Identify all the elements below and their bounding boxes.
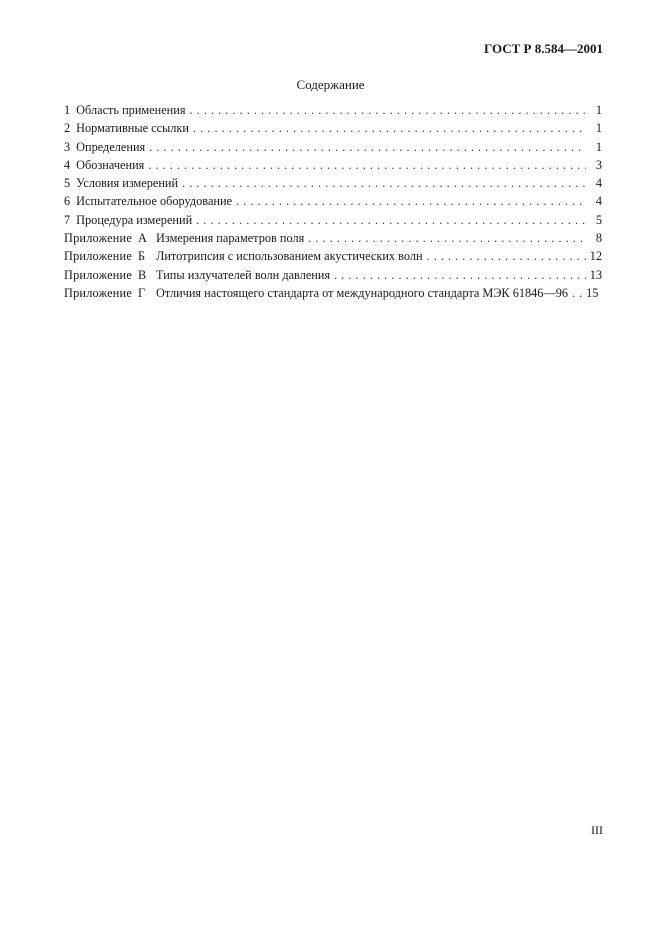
toc-entry-section-6[interactable] <box>64 194 602 212</box>
appendix-prefix: Приложение <box>64 285 132 300</box>
toc-entry-section-3[interactable] <box>64 140 602 158</box>
section-label: Условия измерений <box>76 176 179 191</box>
dot-leader <box>193 121 586 136</box>
section-number: 4 <box>64 157 71 172</box>
page-number: 1 <box>595 139 602 154</box>
appendix-prefix: Приложение <box>64 267 132 282</box>
dot-leader <box>236 194 586 209</box>
dot-leader <box>427 249 586 264</box>
toc-entry-section-7[interactable] <box>64 213 602 231</box>
toc-entry-appendix-a[interactable] <box>64 231 602 249</box>
toc-entry-section-5[interactable] <box>64 176 602 194</box>
section-label: Обозначения <box>76 157 145 172</box>
section-label: Испытательное оборудование <box>76 194 233 209</box>
section-number: 7 <box>64 212 71 227</box>
page-number: 4 <box>595 194 602 209</box>
page-number: 1 <box>595 103 602 117</box>
appendix-letter: В <box>138 267 147 282</box>
toc-entry-section-1[interactable] <box>64 103 602 121</box>
dot-leader <box>334 268 586 283</box>
section-number: 1 <box>64 103 71 117</box>
dot-leader <box>182 176 586 191</box>
dot-leader <box>149 140 586 155</box>
toc-entry-section-2[interactable] <box>64 121 602 139</box>
section-label: Определения <box>76 139 146 154</box>
page-number: 15 <box>586 285 599 300</box>
table-of-contents <box>64 103 602 304</box>
appendix-letter: Г <box>138 285 146 300</box>
appendix-label: Типы излучателей волн давления <box>156 267 331 282</box>
appendix-prefix: Приложение <box>64 231 132 246</box>
page-number-footer: III <box>591 823 603 837</box>
toc-entry-appendix-b[interactable] <box>64 249 602 267</box>
appendix-label: Измерения параметров поля <box>156 231 305 246</box>
appendix-letter: А <box>138 231 147 246</box>
dot-leader <box>308 231 586 246</box>
dot-leader <box>148 158 586 173</box>
appendix-label: Отличия настоящего стандарта от международного стандарта МЭК 61846—96 <box>156 285 569 300</box>
appendix-label: Литотрипсия с использованием акустических волн <box>156 249 423 264</box>
page-number: 3 <box>595 157 602 172</box>
section-label: Область применения <box>76 103 186 117</box>
page-number: 4 <box>595 176 602 191</box>
toc-entry-section-4[interactable] <box>64 158 602 176</box>
toc-entry-appendix-g[interactable] <box>64 286 602 304</box>
dot-leader <box>190 103 586 118</box>
section-number: 3 <box>64 139 71 154</box>
page-number: 5 <box>595 212 602 227</box>
section-number: 6 <box>64 194 71 209</box>
page-number: 8 <box>595 231 602 246</box>
page-number: 1 <box>595 121 602 136</box>
appendix-letter: Б <box>138 249 146 264</box>
dot-leader <box>572 286 582 301</box>
section-label: Нормативные ссылки <box>76 121 189 136</box>
section-number: 2 <box>64 121 71 136</box>
document-id: ГОСТ Р 8.584—2001 <box>484 41 603 56</box>
page-number: 13 <box>589 267 602 282</box>
page-number: 12 <box>589 249 602 264</box>
dot-leader <box>196 213 586 228</box>
section-label: Процедура измерений <box>76 212 193 227</box>
section-number: 5 <box>64 176 71 191</box>
toc-title: Содержание <box>296 77 365 92</box>
appendix-prefix: Приложение <box>64 249 132 264</box>
toc-entry-appendix-v[interactable] <box>64 268 602 286</box>
